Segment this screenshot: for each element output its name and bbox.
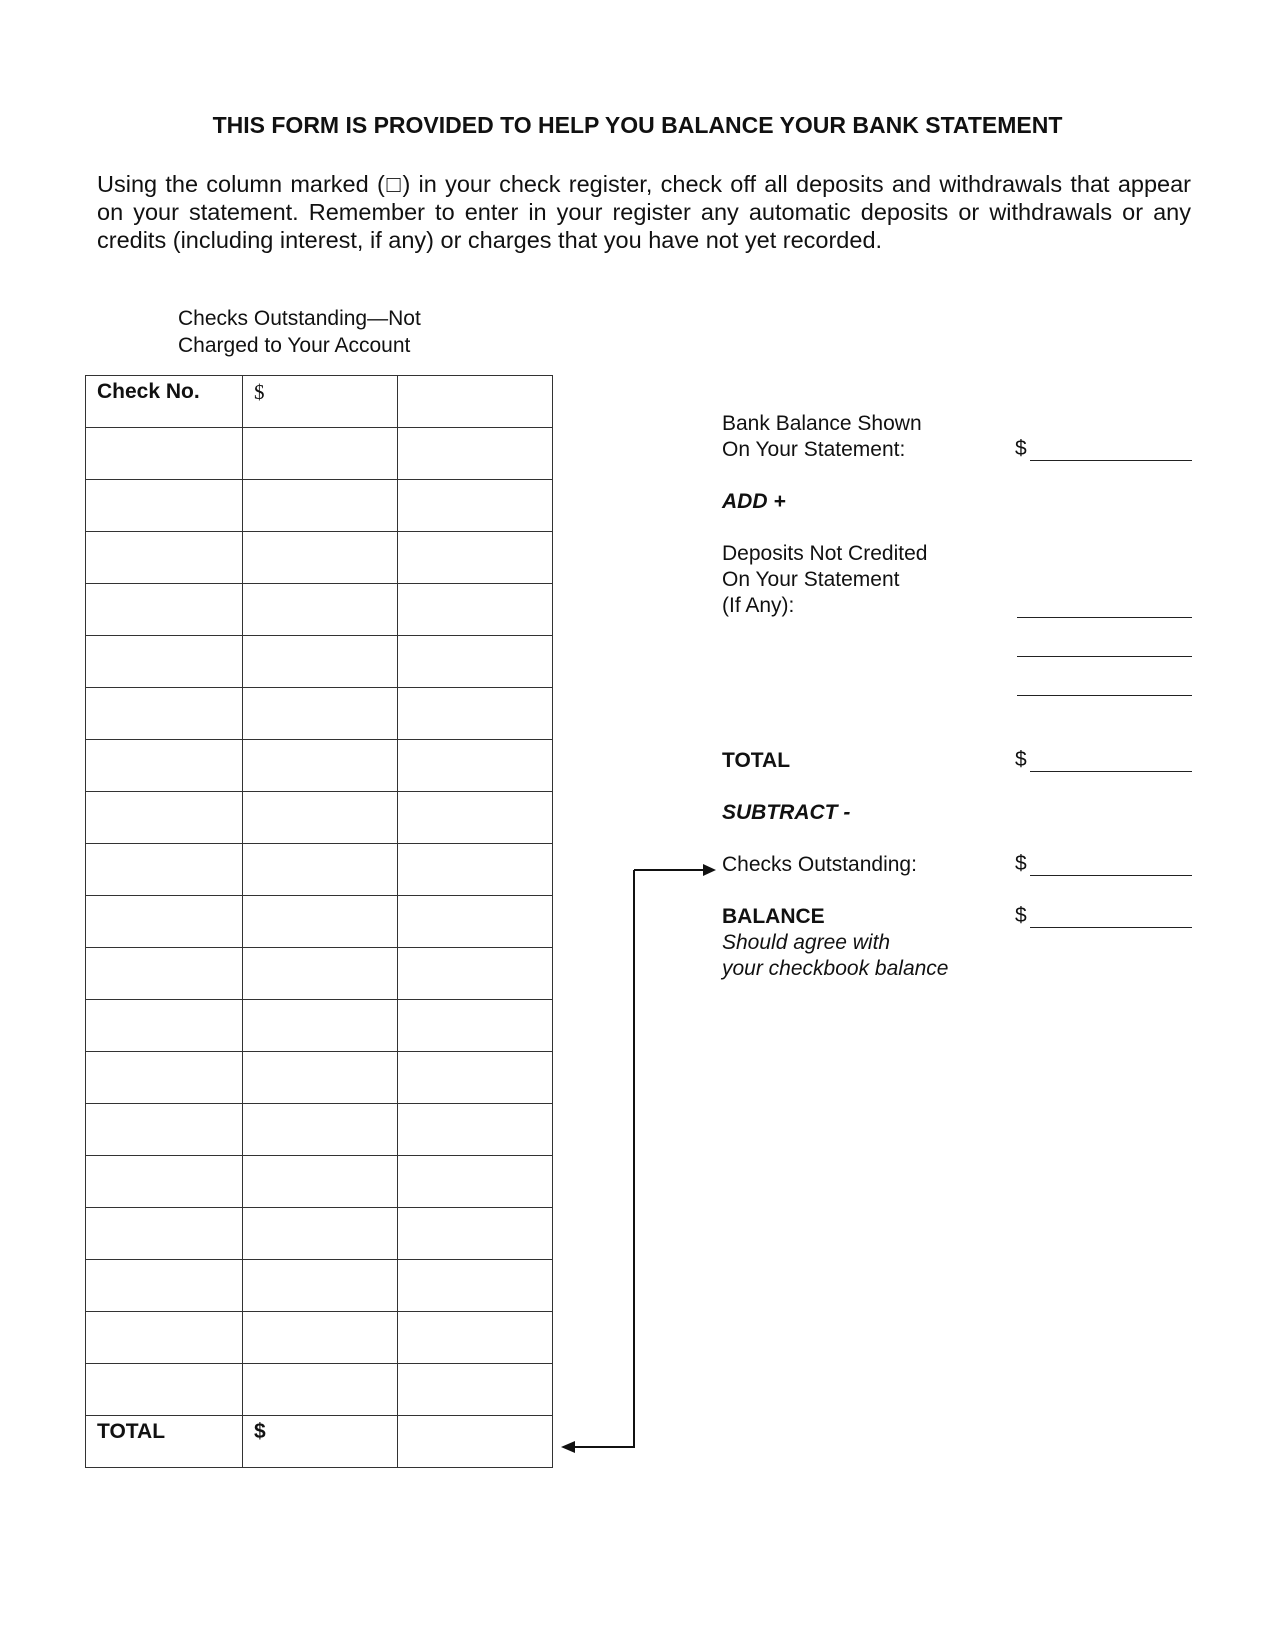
subtract-label: SUBTRACT - (722, 801, 851, 824)
balance-dollar: $ (1015, 904, 1027, 927)
deposits-line2: On Your Statement (722, 568, 900, 591)
checks-outstanding-label-line2: Charged to Your Account (178, 334, 411, 357)
bank-balance-line1: Bank Balance Shown (722, 412, 922, 435)
add-label: ADD + (722, 490, 786, 513)
total-row-label: TOTAL (86, 1416, 243, 1468)
checks-outstanding-dollar: $ (1015, 852, 1027, 875)
bank-balance-line2: On Your Statement: (722, 438, 906, 461)
checks-outstanding-label-line1: Checks Outstanding—Not (178, 307, 421, 330)
balance-note-line2: your checkbook balance (722, 957, 949, 980)
balance-note-line1: Should agree with (722, 931, 891, 954)
deposits-line1: Deposits Not Credited (722, 542, 928, 565)
balance-label: BALANCE (722, 905, 825, 928)
check-no-header: Check No. (86, 376, 243, 428)
amount-header: $ (243, 376, 398, 428)
bank-balance-dollar: $ (1015, 437, 1027, 460)
connector-line-to-total (575, 870, 634, 1447)
instructions-paragraph: Using the column marked (□) in your check register, check off all deposits and withdrawals that appear on your statement. Remember to enter in your register any automatic deposits or withdrawals or any credits (including interest, if any) or charges that you have not yet recorded. (97, 171, 1191, 253)
deposits-line3: (If Any): (722, 594, 795, 617)
total-label: TOTAL (722, 749, 791, 772)
checks-outstanding-summary-label: Checks Outstanding: (722, 853, 917, 876)
total-row-dollar[interactable]: $ (243, 1416, 398, 1468)
form-title: THIS FORM IS PROVIDED TO HELP YOU BALANCE YOUR BANK STATEMENT (212, 112, 1063, 138)
total-dollar: $ (1015, 748, 1027, 771)
arrowhead-left-icon (561, 1441, 575, 1453)
arrowhead-right-icon (703, 864, 716, 876)
